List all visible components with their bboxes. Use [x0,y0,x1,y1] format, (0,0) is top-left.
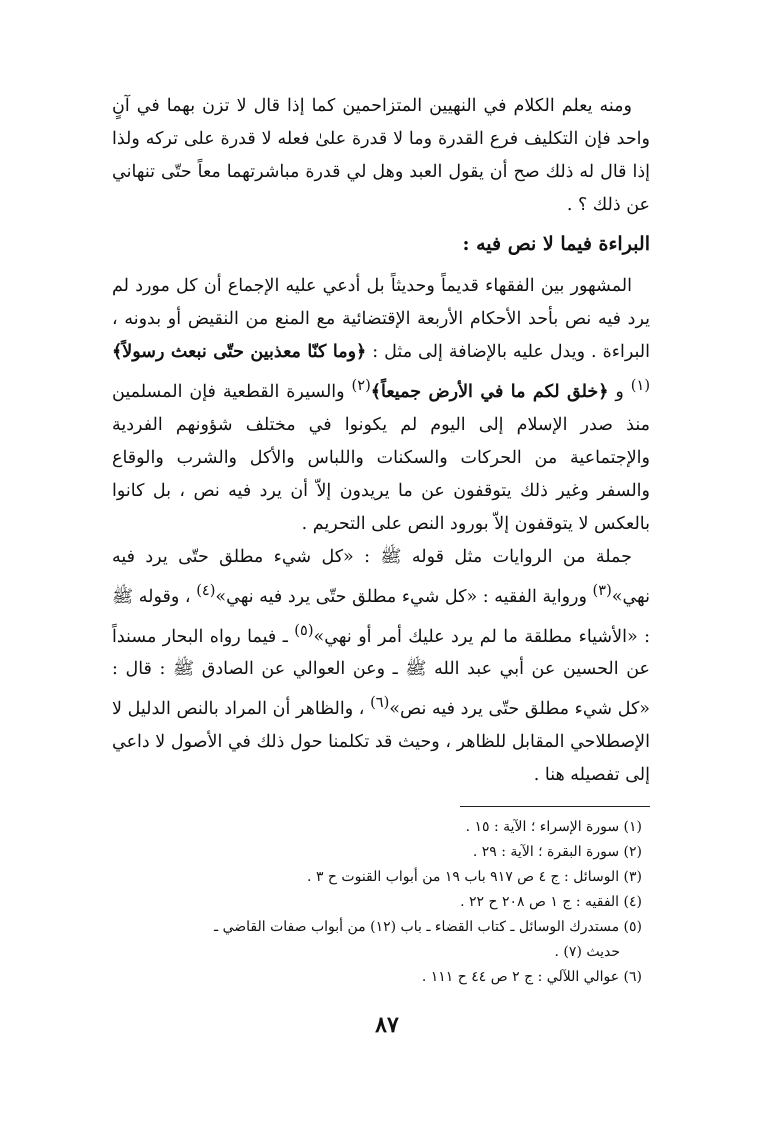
quran-quote: ﴿وما كنّا معذبين حتّى نبعث رسولاً﴾ [112,342,367,362]
text-segment: المشهور بين الفقهاء قديماً وحديثاً بل أدعي عليه الإجماع أن كل مورد لم يرد فيه نص بأحد الأحكام الأربعة الإقتضائية مع المنع من النقيض أو بدونه ، البراءة . ويدل عليه بالإضافة إلى مثل : [112,276,650,362]
text-segment: جملة من الروايات مثل قوله ﷺ : «كل شيء مطلق حتّى يرد فيه نهي» [112,546,650,607]
text-segment: و [608,381,631,402]
footnote-ref: (٤) [196,581,216,599]
footnote-5-continued: حديث (٧) . [554,944,620,961]
footnote-ref: (٣) [592,581,612,599]
footnote-6: (٦) عوالي اللآلي : ج ٢ ص ٤٤ ح ١١١ . [421,969,642,986]
footnote-ref: (٥) [294,621,314,639]
footnotes [112,815,650,990]
paragraph-intro: ومنه يعلم الكلام في النهيين المتزاحمين كما إذا قال لا تزن بهما في آنٍ واحد فإن التكليف فرع القدرة وما لا قدرة علىٰ فعله لا قدرة على تركه ولذا إذا قال له ذلك صح أن يقول العبد وهل لي قدرة مباشرتهما معاً حتّى تنهاني عن ذلك ؟ . [112,96,650,215]
page-number: ٨٧ [375,1012,399,1038]
footnote-3: (٣) الوسائل : ج ٤ ص ٩١٧ باب ١٩ من أبواب القنوت ح ٣ . [307,869,642,886]
text-segment: ورواية الفقيه : «كل شيء مطلق حتّى يرد فيه نهي» [215,586,593,607]
paragraph-bara [112,270,650,541]
footnote-5: (٥) مستدرك الوسائل ـ كتاب القضاء ـ باب (١٢) من أبواب صفات القاضي ـ [214,919,642,936]
footnote-ref: (١) [630,377,650,394]
text-segment: ـ فيما رواه البحار مسنداً عن الحسين عن أبي عبد الله ﷺ ـ وعن العوالي عن الصادق ﷺ : قال : «كل شيء مطلق حتّى يرد فيه نص» [112,626,650,720]
quran-quote: ﴿خلق لكم ما في الأرض جميعاً﴾ [370,381,609,402]
paragraph-narrations [112,541,650,792]
footnote-2: (٢) سورة البقرة ؛ الآية : ٢٩ . [472,844,642,861]
footnote-ref: (٦) [370,694,390,712]
footnote-divider [460,806,650,807]
text-segment: ، والظاهر أن المراد بالنص الدليل لا الإصطلاحي المقابل للظاهر ، وحيث قد تكلمنا حول ذلك في الأصول لا داعي إلى تفصيله هنا . [112,699,650,786]
section-heading: البراءة فيما لا نص فيه : [462,233,650,255]
text-segment: والسيرة القطعية فإن المسلمين منذ صدر الإسلام إلى اليوم لم يكونوا في مختلف شؤونهم الفردية والإجتماعية من الحركات والسكنات واللباس والأكل والشرب والوقاع والسفر وغير ذلك يتوقفون عن ما يريدون إلاّ أن يرد فيه نص ، بل كانوا بالعكس لا يتوقفون إلاّ بورود النص على التحريم . [112,381,650,534]
page-body [112,90,650,990]
footnote-1: (١) سورة الإسراء ؛ الآية : ١٥ . [465,819,642,836]
footnote-4: (٤) الفقيه : ج ١ ص ٢٠٨ ح ٢٢ . [460,894,642,911]
footnote-ref: (٢) [351,377,371,394]
text-segment: ، وقوله ﷺ : «الأشياء مطلقة ما لم يرد عليك أمر أو نهي» [112,586,650,647]
